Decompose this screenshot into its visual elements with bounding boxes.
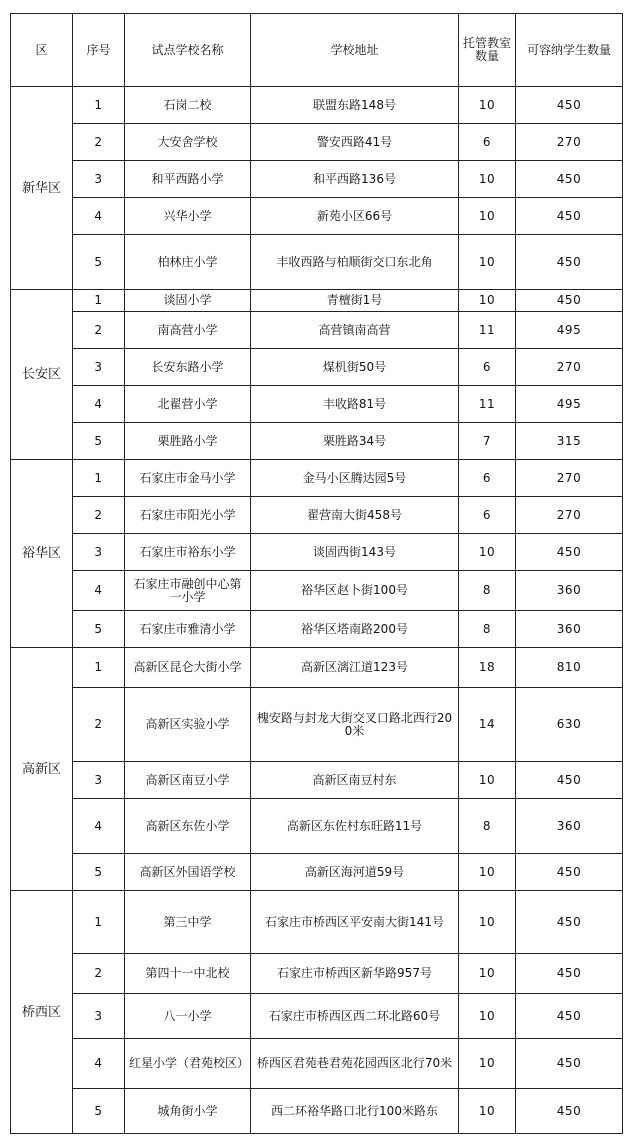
cell-school: 高新区实验小学 (125, 688, 251, 762)
cell-classrooms: 8 (459, 571, 516, 611)
table-row (11, 460, 623, 497)
cell-index: 1 (73, 290, 125, 312)
cell-school: 第四十一中北校 (125, 954, 251, 994)
cell-capacity: 450 (516, 161, 623, 198)
cell-school: 石家庄市雅清小学 (125, 611, 251, 648)
table-row (11, 161, 623, 198)
cell-classrooms: 11 (459, 312, 516, 349)
cell-address: 煤机街50号 (251, 349, 459, 386)
cell-classrooms: 10 (459, 994, 516, 1039)
cell-classrooms: 7 (459, 423, 516, 460)
cell-school: 南高营小学 (125, 312, 251, 349)
cell-school: 柏林庄小学 (125, 235, 251, 290)
cell-capacity: 270 (516, 497, 623, 534)
cell-address: 和平西路136号 (251, 161, 459, 198)
cell-classrooms: 10 (459, 1039, 516, 1089)
table-row (11, 954, 623, 994)
cell-capacity: 450 (516, 854, 623, 891)
cell-capacity: 315 (516, 423, 623, 460)
cell-address: 高新区漓江道123号 (251, 648, 459, 688)
table-row (11, 534, 623, 571)
cell-capacity: 450 (516, 994, 623, 1039)
table-row (11, 648, 623, 688)
table-row (11, 854, 623, 891)
cell-index: 5 (73, 1089, 125, 1134)
cell-school: 高新区东佐小学 (125, 799, 251, 854)
header-address: 学校地址 (251, 14, 459, 87)
cell-capacity: 360 (516, 571, 623, 611)
cell-address: 新苑小区66号 (251, 198, 459, 235)
cell-school: 和平西路小学 (125, 161, 251, 198)
cell-capacity: 810 (516, 648, 623, 688)
cell-capacity: 495 (516, 386, 623, 423)
cell-address: 裕华区赵卜街100号 (251, 571, 459, 611)
cell-capacity: 450 (516, 954, 623, 994)
cell-classrooms: 10 (459, 290, 516, 312)
cell-capacity: 360 (516, 611, 623, 648)
cell-district: 高新区 (11, 648, 73, 891)
cell-address: 丰收西路与柏顺街交口东北角 (251, 235, 459, 290)
cell-school: 栗胜路小学 (125, 423, 251, 460)
cell-classrooms: 10 (459, 87, 516, 124)
cell-index: 1 (73, 87, 125, 124)
cell-capacity: 450 (516, 1089, 623, 1134)
cell-capacity: 450 (516, 891, 623, 954)
cell-school: 长安东路小学 (125, 349, 251, 386)
cell-district: 桥西区 (11, 891, 73, 1134)
cell-district: 新华区 (11, 87, 73, 290)
table-row (11, 497, 623, 534)
cell-address: 高新区海河道59号 (251, 854, 459, 891)
cell-classrooms: 10 (459, 198, 516, 235)
cell-school: 八一小学 (125, 994, 251, 1039)
cell-school: 谈固小学 (125, 290, 251, 312)
cell-classrooms: 14 (459, 688, 516, 762)
cell-index: 4 (73, 1039, 125, 1089)
table-row (11, 423, 623, 460)
cell-classrooms: 6 (459, 349, 516, 386)
cell-index: 5 (73, 235, 125, 290)
cell-classrooms: 10 (459, 954, 516, 994)
cell-classrooms: 6 (459, 497, 516, 534)
cell-index: 1 (73, 460, 125, 497)
cell-classrooms: 10 (459, 161, 516, 198)
cell-index: 4 (73, 571, 125, 611)
cell-index: 5 (73, 854, 125, 891)
cell-address: 石家庄市桥西区平安南大街141号 (251, 891, 459, 954)
cell-classrooms: 6 (459, 460, 516, 497)
cell-address: 青檀街1号 (251, 290, 459, 312)
cell-capacity: 360 (516, 799, 623, 854)
cell-district: 长安区 (11, 290, 73, 460)
cell-classrooms: 10 (459, 854, 516, 891)
table-row (11, 386, 623, 423)
table-row (11, 349, 623, 386)
cell-district: 裕华区 (11, 460, 73, 648)
cell-index: 4 (73, 198, 125, 235)
cell-classrooms: 6 (459, 124, 516, 161)
cell-capacity: 450 (516, 198, 623, 235)
cell-school: 石家庄市裕东小学 (125, 534, 251, 571)
table-row (11, 312, 623, 349)
cell-address: 高营镇南高营 (251, 312, 459, 349)
cell-classrooms: 11 (459, 386, 516, 423)
cell-capacity: 450 (516, 1039, 623, 1089)
cell-school: 石岗二校 (125, 87, 251, 124)
cell-school: 城角街小学 (125, 1089, 251, 1134)
cell-school: 石家庄市融创中心第一小学 (125, 571, 251, 611)
cell-classrooms: 8 (459, 611, 516, 648)
cell-index: 2 (73, 497, 125, 534)
cell-index: 3 (73, 994, 125, 1039)
header-school: 试点学校名称 (125, 14, 251, 87)
table-row (11, 571, 623, 611)
cell-classrooms: 10 (459, 1089, 516, 1134)
cell-capacity: 450 (516, 290, 623, 312)
header-district: 区 (11, 14, 73, 87)
cell-school: 大安舍学校 (125, 124, 251, 161)
table-row (11, 994, 623, 1039)
table-body (11, 14, 623, 1134)
table-row (11, 290, 623, 312)
cell-address: 丰收路81号 (251, 386, 459, 423)
cell-index: 3 (73, 534, 125, 571)
cell-capacity: 450 (516, 87, 623, 124)
cell-index: 2 (73, 688, 125, 762)
cell-index: 2 (73, 954, 125, 994)
cell-school: 北翟营小学 (125, 386, 251, 423)
cell-address: 槐安路与封龙大街交叉口路北西行200米 (251, 688, 459, 762)
table-row (11, 891, 623, 954)
cell-index: 3 (73, 762, 125, 799)
table-row (11, 235, 623, 290)
cell-school: 高新区昆仑大街小学 (125, 648, 251, 688)
table-row (11, 688, 623, 762)
cell-index: 5 (73, 423, 125, 460)
cell-capacity: 630 (516, 688, 623, 762)
cell-address: 桥西区君苑巷君苑花园西区北行70米 (251, 1039, 459, 1089)
cell-classrooms: 18 (459, 648, 516, 688)
cell-capacity: 450 (516, 235, 623, 290)
cell-capacity: 270 (516, 349, 623, 386)
table-row (11, 198, 623, 235)
cell-index: 2 (73, 312, 125, 349)
cell-index: 5 (73, 611, 125, 648)
cell-address: 石家庄市桥西区新华路957号 (251, 954, 459, 994)
cell-index: 2 (73, 124, 125, 161)
cell-address: 石家庄市桥西区西二环北路60号 (251, 994, 459, 1039)
cell-school: 石家庄市阳光小学 (125, 497, 251, 534)
cell-address: 警安西路41号 (251, 124, 459, 161)
cell-school: 石家庄市金马小学 (125, 460, 251, 497)
header-capacity: 可容纳学生数量 (516, 14, 623, 87)
table-row (11, 799, 623, 854)
cell-address: 高新区南豆村东 (251, 762, 459, 799)
cell-address: 联盟东路148号 (251, 87, 459, 124)
cell-classrooms: 10 (459, 534, 516, 571)
header-row (11, 14, 623, 87)
cell-capacity: 495 (516, 312, 623, 349)
table-row (11, 124, 623, 161)
cell-school: 兴华小学 (125, 198, 251, 235)
table-row (11, 1039, 623, 1089)
cell-school: 红星小学（君苑校区） (125, 1039, 251, 1089)
cell-address: 高新区东佐村东旺路11号 (251, 799, 459, 854)
header-classrooms: 托管教室数量 (459, 14, 516, 87)
cell-index: 4 (73, 386, 125, 423)
cell-classrooms: 10 (459, 762, 516, 799)
cell-address: 裕华区塔南路200号 (251, 611, 459, 648)
cell-address: 翟营南大街458号 (251, 497, 459, 534)
cell-index: 1 (73, 648, 125, 688)
cell-classrooms: 10 (459, 235, 516, 290)
schools-table (10, 13, 623, 1134)
cell-capacity: 270 (516, 124, 623, 161)
cell-index: 3 (73, 349, 125, 386)
table-row (11, 762, 623, 799)
cell-school: 第三中学 (125, 891, 251, 954)
cell-classrooms: 10 (459, 891, 516, 954)
header-index: 序号 (73, 14, 125, 87)
table-row (11, 1089, 623, 1134)
cell-address: 西二环裕华路口北行100米路东 (251, 1089, 459, 1134)
table-row (11, 611, 623, 648)
cell-capacity: 450 (516, 762, 623, 799)
cell-address: 金马小区腾达园5号 (251, 460, 459, 497)
cell-classrooms: 8 (459, 799, 516, 854)
cell-address: 栗胜路34号 (251, 423, 459, 460)
cell-school: 高新区外国语学校 (125, 854, 251, 891)
cell-capacity: 450 (516, 534, 623, 571)
cell-index: 4 (73, 799, 125, 854)
cell-school: 高新区南豆小学 (125, 762, 251, 799)
cell-capacity: 270 (516, 460, 623, 497)
cell-index: 3 (73, 161, 125, 198)
table-row (11, 87, 623, 124)
cell-address: 谈固西街143号 (251, 534, 459, 571)
cell-index: 1 (73, 891, 125, 954)
